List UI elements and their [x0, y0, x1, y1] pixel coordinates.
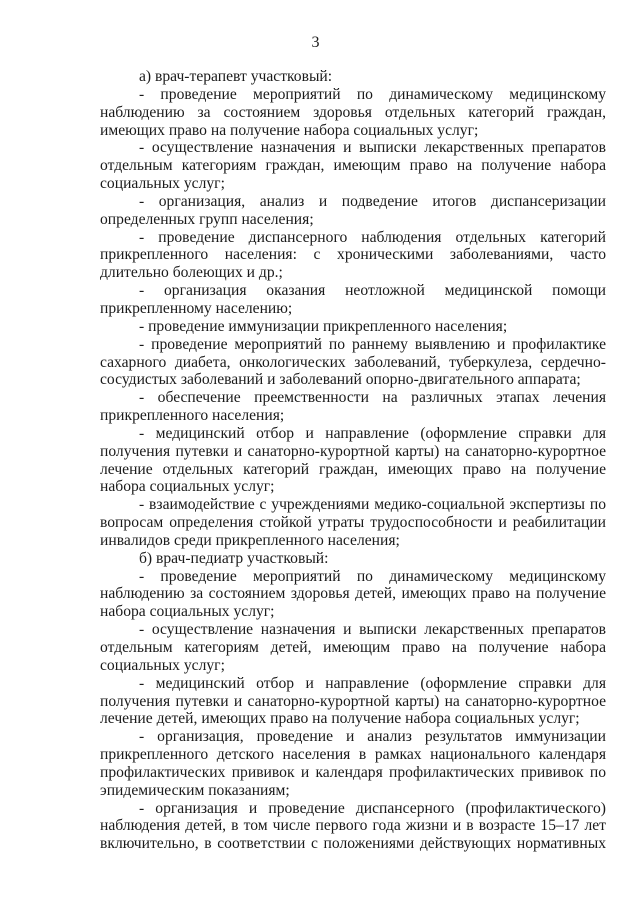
section-a-item-3: - организация, анализ и подведение итогов диспансеризации определенных групп населения; [100, 192, 606, 228]
section-b-item-5: - организация и проведение диспансерного (профилактического) наблюдения детей, в том числе первого года жизни и в возрасте 15–17 лет включительно, в соответствии с положениями действующих нормативных [100, 799, 606, 853]
section-a-item-8: - обеспечение преемственности на различных этапах лечения прикрепленного населения; [100, 389, 606, 425]
page-number: 3 [311, 34, 320, 51]
section-a-item-4: - проведение диспансерного наблюдения отдельных категорий прикрепленного населения: с хроническими заболеваниями, часто длительно болеющих и др.; [100, 228, 606, 282]
section-a-item-2: - осуществление назначения и выписки лекарственных препаратов отдельным категориям граждан, имеющим право на получение набора социальных услуг; [100, 139, 606, 193]
section-b-heading: б) врач-педиатр участковый: [139, 549, 329, 567]
section-a-item-6: - проведение иммунизации прикрепленного населения; [139, 317, 508, 335]
section-a-item-9: - медицинский отбор и направление (оформление справки для получения путевки и санаторно-курортной карты) на санаторно-курортное лечение отдельных категорий граждан, имеющих право на получение набора социальных услуг; [100, 424, 606, 496]
section-a-item-7: - проведение мероприятий по раннему выявлению и профилактике сахарного диабета, онкологических заболеваний, туберкулеза, сердечно-сосудистых заболеваний и заболеваний опорно-двигательного аппарата; [100, 335, 606, 389]
section-a-item-10: - взаимодействие с учреждениями медико-социальной экспертизы по вопросам определения стойкой утраты трудоспособности и реабилитации инвалидов среди прикрепленного населения; [100, 496, 606, 549]
section-b-item-3: - медицинский отбор и направление (оформление справки для получения путевки и санаторно-курортной карты) на санаторно-курортное лечение детей, имеющих право на получение набора социальных услуг; [100, 674, 606, 728]
document-body [100, 68, 606, 853]
section-a-heading: а) врач-терапевт участковый: [139, 68, 333, 85]
section-b-item-4: - организация, проведение и анализ результатов иммунизации прикрепленного детского населения в рамках национального календаря профилактических прививок и календаря профилактических прививок по эпидемическим показаниям; [100, 728, 606, 799]
section-b-item-1: - проведение мероприятий по динамическому медицинскому наблюдению за состоянием здоровья детей, имеющих право на получение набора социальных услуг; [100, 567, 606, 621]
section-a-item-1: - проведение мероприятий по динамическому медицинскому наблюдению за состоянием здоровья отдельных категорий граждан, имеющих право на получение набора социальных услуг; [100, 85, 606, 139]
section-b-item-2: - осуществление назначения и выписки лекарственных препаратов отдельным категориям детей, имеющим право на получение набора социальных услуг; [100, 621, 606, 674]
section-a-item-5: - организация оказания неотложной медицинской помощи прикрепленному населению; [100, 282, 606, 317]
